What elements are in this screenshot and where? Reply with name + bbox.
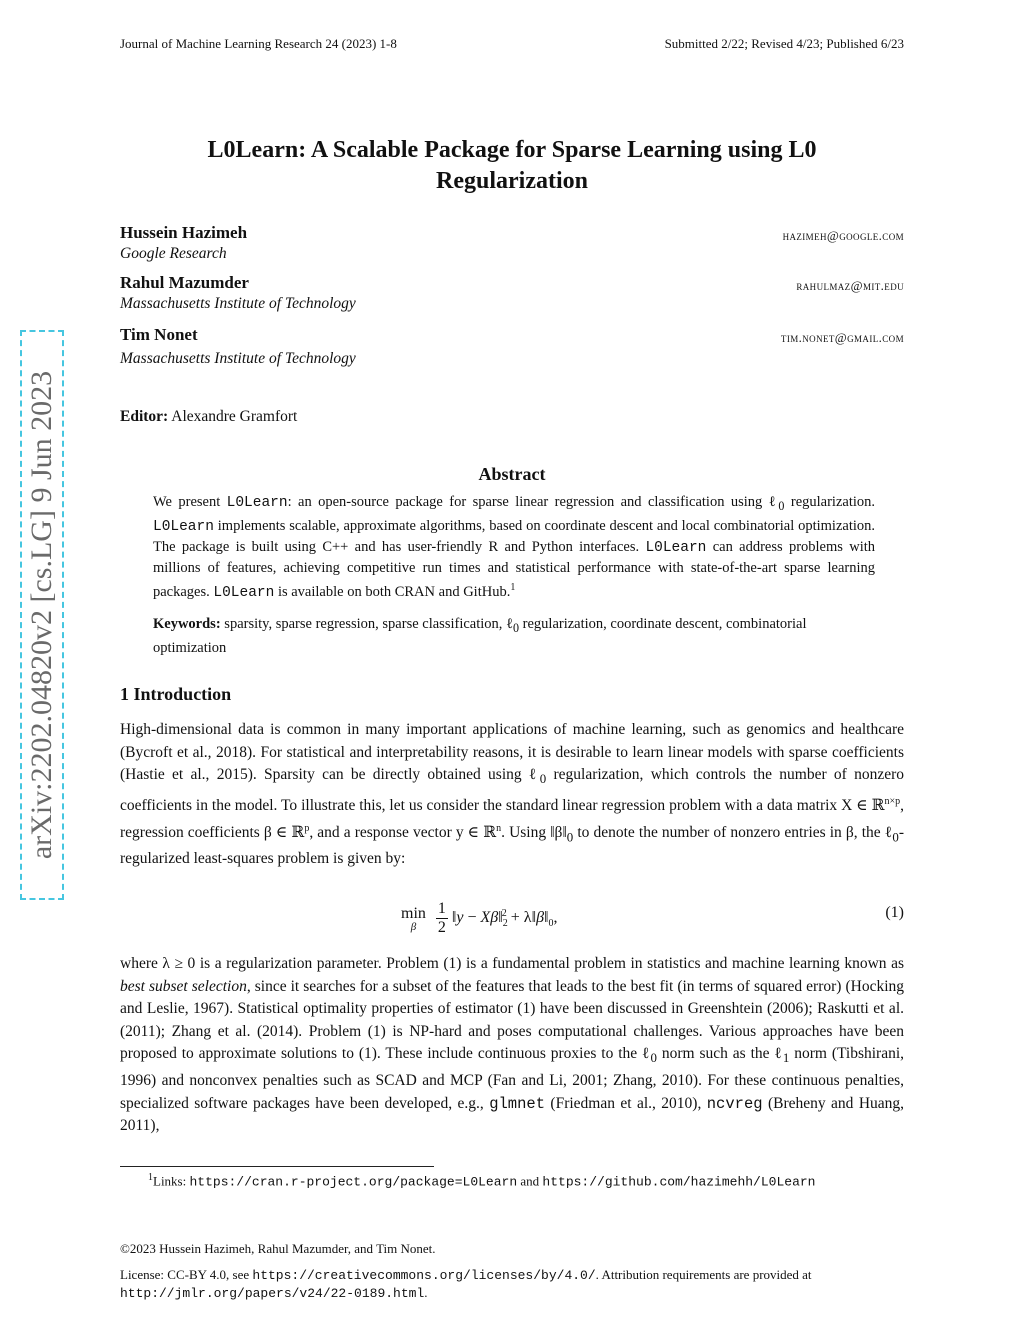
abstract-text-part: implements scalable, approximate algorithms, based on coordinate descent and local combinatorial optimization. The package is built using C++ and has user-friendly R and Python interfaces. [153,517,876,555]
abstract-text: We present L0Learn: an open-source package for sparse linear regression and classification using ℓ$_0$ regularization. L0Learn implements scalable, approximate algorithms, based on coordinate descent and local combinatorial optimization. The package is built using C++ and has user-friendly R and Python interfaces. L0Learn can address problems with millions of features, achieving competitive run times and statistical performance with state-of-the-art sparse learning packages. L0Learn is available on both CRAN and GitHub.$^1$ [153,494,876,601]
cran-link[interactable]: https://cran.r-project.org/package=L0Learn [189,1174,518,1190]
intro-paragraph-1: High-dimensional data is common in many important applications of machine learning, such as genomics and healthcare (Bycroft et al., 2018). For statistical and interpretability reasons, it is desirable to learn linear models with sparse coefficients (Hastie et al., 2015). Sparsity can be directly obtained using ℓ$_0$ regularization, which controls the number of nonzero coefficients in the model. To illustrate this, let us consider the standard linear regression problem with a data matrix X ∈ ℝ$^{n\times p}$, regression coefficients β ∈ ℝ$^p$, and a response vector y ∈ ℝ$^n$. Using $‖\beta‖_0$ to denote the number of nonzero entries in β, the ℓ$_0$-regularized least-squares problem is given by: [120,721,905,868]
abstract-text-part: regularization. [790,494,875,510]
keywords-label: Keywords: [153,616,221,632]
abstract-text-part: is available on both CRAN and GitHub. [277,583,511,600]
paragraph-text: (Friedman et al., 2010), [550,1094,702,1112]
editor-label: Editor: [120,408,169,425]
intro-paragraph-2: where λ ≥ 0 is a regularization parameter. Problem (1) is a fundamental problem in statistics and machine learning known as best subset selection, since it searches for a subset of the features that leads to the best fit (in terms of squared error) (Hocking and Leslie, 1967). Statistical optimality properties of estimator (1) have been discussed in Greenshtein (2006); Raskutti et al. (2011); Zhang et al. (2014). Problem (1) is NP-hard and poses computational challenges. Various approaches have been proposed to approximate solutions to (1). These include continuous proxies to the ℓ$_0$ norm such as the ℓ$_1$ norm (Tibshirani, 1996) and nonconvex penalties such as SCAD and MCP (Fan and Li, 2001; Zhang, 2010). For these continuous penalties, specialized software packages have been developed, e.g., glmnet (Friedman et al., 2010), ncvreg (Breheny and Huang, 2011), [120,955,905,1135]
author-email[interactable]: rahulmaz@mit.edu [796,278,904,293]
keywords-text: regularization, coordinate descent, combinatorial optimization [153,616,807,656]
paragraph-text: , and a response vector y ∈ ℝ [309,823,497,841]
footnote [148,1172,815,1189]
package-name: L0Learn [226,495,288,511]
title-line-1: L0Learn: A Scalable Package for Sparse Learning using L0 [207,137,817,163]
paragraph-text: -regularized least-squares problem is given by: [120,823,905,868]
editor-name: Alexandre Gramfort [171,408,298,425]
license-notice [120,1266,904,1302]
author-block-2 [120,273,356,313]
license-text: License: CC-BY 4.0, see [120,1267,250,1282]
author-email[interactable]: hazimeh@google.com [782,228,904,243]
paragraph-text: , regression coefficients β ∈ ℝ [120,797,904,841]
abstract-text-part: : an open-source package for sparse linear regression and classification using ℓ [287,494,779,510]
paper-title [120,135,904,197]
footnote-divider [120,1166,434,1167]
author-affiliation: Google Research [120,245,227,262]
paragraph-text: norm (Tibshirani, 1996) and nonconvex penalties such as SCAD and MCP (Fan and Li, 2001; Zhang, 2010). For these continuous penalties, specialized software packages have been developed, e.g., [120,1045,905,1112]
footnote-mark: 1 [148,1172,153,1183]
keywords: Keywords: sparsity, sparse regression, sparse classification, ℓ$_0$ regularization, coordinate descent, combinatorial optimization [153,616,807,656]
keywords-text: sparsity, sparse regression, sparse classification, ℓ [224,616,513,632]
abstract-heading: Abstract [478,464,546,484]
paragraph-text: regularization, which controls the number of nonzero coefficients in the model. To illustrate this, let us consider the standard linear regression problem with a data matrix X ∈ ℝ [120,766,905,815]
paragraph-text: to denote the number of nonzero entries in β, the ℓ [577,823,893,841]
journal-header: Journal of Machine Learning Research 24 (2023) 1-8 [120,36,397,51]
package-name: ncvreg [706,1094,763,1113]
author-affiliation: Massachusetts Institute of Technology [120,295,356,312]
package-name: L0Learn [153,518,214,535]
package-name: L0Learn [213,584,275,601]
license-text: . Attribution requirements are provided at [595,1267,812,1282]
author-affiliation: Massachusetts Institute of Technology [120,350,356,367]
equation-1 [120,892,904,936]
footnote-label: Links: [153,1173,187,1189]
arxiv-stamp [20,330,64,900]
paragraph-text: . Using ‖β‖ [501,823,567,841]
paragraph-text: , since it searches for a subset of the features that leads to the best fit (in terms of squared error) (Hocking and Leslie, 1967). Statistical optimality properties of estimator (1) have been discussed in Greenshtein (2006); Raskutti et al. (2011); Zhang et al. (2014). Problem (1) is NP-hard and poses computational challenges. Various approaches have been proposed to approximate solutions to (1). These include continuous proxies to the ℓ [120,977,904,1063]
editor-line [120,408,297,426]
paragraph-text: where λ ≥ 0 is a regularization parameter. Problem (1) is a fundamental problem in statistics and machine learning known as [120,955,904,972]
section-heading: 1 Introduction [120,684,232,704]
equation: min β $\frac{1}{2}$ ‖y − $X\beta‖_2^2$ + $\lambda‖\beta‖_0$, [401,900,558,936]
author-name: Rahul Mazumder [120,273,249,292]
paper-link[interactable]: http://jmlr.org/papers/v24/22-0189.html [120,1286,425,1301]
abstract-text-part: can address problems with millions of features, achieving competitive run times and statistical performance with state-of-the-art sparse learning packages. [153,538,876,600]
emphasized-term: best subset selection [120,977,247,995]
title-line-2: Regularization [436,168,588,194]
copyright-notice: ©2023 Hussein Hazimeh, Rahul Mazumder, and Tim Nonet. [120,1241,436,1256]
license-text: . [424,1285,428,1300]
abstract-text-part: We present [153,494,221,510]
arxiv-identifier[interactable]: arXiv:2202.04820v2 [cs.LG] 9 Jun 2023 [25,370,58,860]
author-email[interactable]: tim.nonet@gmail.com [780,330,904,345]
paragraph-text: (Breheny and Huang, 2011), [120,1094,905,1135]
paragraph-text: norm such as the ℓ [661,1045,783,1063]
submission-dates: Submitted 2/22; Revised 4/23; Published 6/23 [664,36,904,51]
package-name: glmnet [489,1094,545,1113]
author-name: Tim Nonet [120,325,198,344]
author-block-1 [120,223,247,263]
equation-number: (1) [885,904,904,921]
github-link[interactable]: https://github.com/hazimehh/L0Learn [542,1174,816,1190]
paragraph-text: High-dimensional data is common in many important applications of machine learning, such as genomics and healthcare (Bycroft et al., 2018). For statistical and interpretability reasons, it is desirable to learn linear models with sparse coefficients (Hastie et al., 2015). Sparsity can be directly obtained using ℓ [120,721,904,784]
footnote-text: and [520,1173,540,1189]
author-name: Hussein Hazimeh [120,223,248,242]
footnote-ref[interactable]: 1 [510,581,516,593]
package-name: L0Learn [645,539,707,556]
license-link[interactable]: https://creativecommons.org/licenses/by/4.0/ [252,1268,596,1283]
author-block-3 [120,325,356,368]
